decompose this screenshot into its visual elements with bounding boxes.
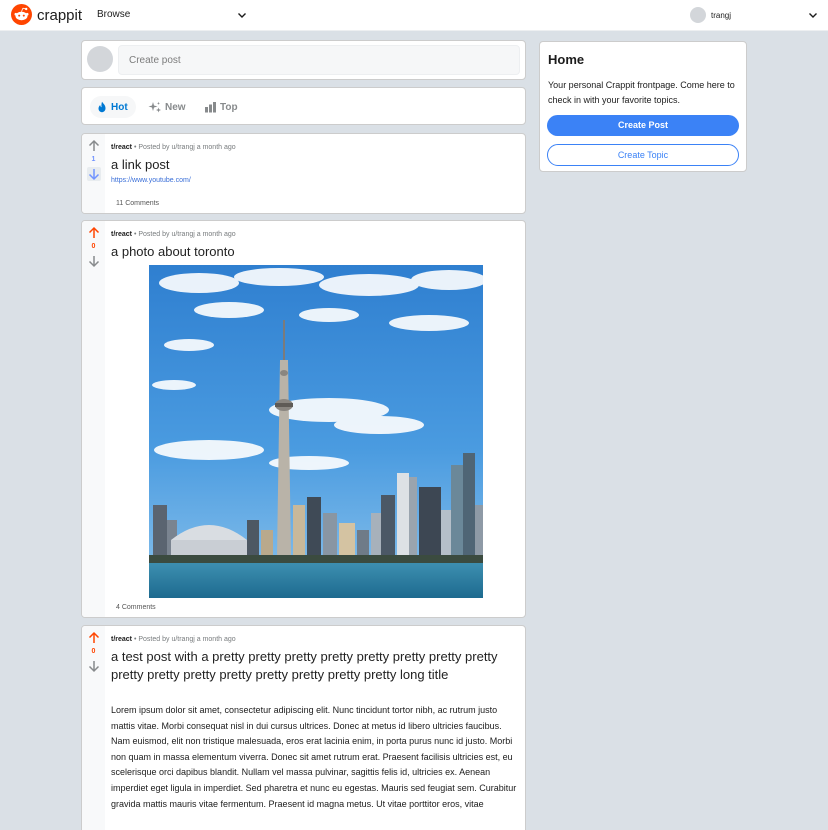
sparkle-icon: [148, 101, 162, 114]
username[interactable]: trangj: [711, 11, 732, 20]
sort-top-label: Top: [220, 101, 238, 113]
post-card[interactable]: [81, 133, 526, 214]
sort-hot-label: Hot: [111, 101, 128, 113]
create-post-button[interactable]: Create Post: [547, 115, 739, 136]
chevron-down-icon[interactable]: [807, 9, 819, 21]
create-post-card: [81, 40, 526, 80]
post-meta: [111, 144, 236, 151]
post-card[interactable]: [81, 625, 526, 830]
toronto-skyline-image: [149, 265, 483, 598]
vote-count: 0: [91, 243, 96, 250]
downvote-arrow-icon[interactable]: [87, 254, 101, 268]
topic-link[interactable]: t/react: [111, 636, 133, 643]
post-title[interactable]: a photo about toronto: [111, 244, 235, 259]
post-byline: • Posted by u/trangj a month ago: [133, 144, 236, 151]
post-meta: [111, 636, 236, 643]
vote-column: [82, 221, 105, 617]
sidebar-title: Home: [548, 52, 585, 67]
home-sidebar-card: [539, 41, 747, 172]
sort-bar: [81, 87, 526, 125]
sort-new-button[interactable]: [142, 96, 192, 118]
downvote-arrow-icon[interactable]: [87, 167, 101, 181]
downvote-arrow-icon[interactable]: [87, 659, 101, 673]
topic-link[interactable]: t/react: [111, 231, 133, 238]
post-image[interactable]: [149, 265, 483, 598]
bar-chart-icon: [204, 101, 217, 113]
upvote-arrow-icon[interactable]: [87, 139, 101, 153]
vote-column: [82, 626, 105, 830]
post-title[interactable]: a link post: [111, 157, 170, 172]
post-body-text: Lorem ipsum dolor sit amet, consectetur adipiscing elit. Nunc tincidunt tortor nibh, ac rutrum justo mattis vitae. Morbi consequat nisl in dui cursus ultrices. Donec at metus id libero ultricies faucibus. Nam euismod, elit non tristique malesuada, eros erat lacinia enim, in porta purus nunc id justo. Morbi non quam in massa elementum viverra. Donec sit amet rutrum erat. Praesent facilisis ultricies est, eu scelerisque orci dapibus blandit. Nullam vel massa pulvinar, sagittis felis id, ultricies ex. Aenean imperdiet eget ligula in imperdiet. Sed pharetra et nunc eu egestas. Mauris sed feugiat sem. Curabitur gravida mattis mauris vitae fermentum. Praesent id magna metus. Ut vitae porttitor eros, vitae: [111, 705, 517, 809]
create-post-input[interactable]: Create post: [118, 45, 520, 75]
post-title[interactable]: a test post with a pretty pretty pretty pretty pretty pretty pretty pretty pretty pretty pretty pretty pretty pretty pretty pretty long title: [111, 649, 498, 682]
topic-link[interactable]: t/react: [111, 144, 133, 151]
comments-link[interactable]: 11 Comments: [116, 200, 160, 207]
vote-count: 0: [91, 648, 96, 655]
post-link-url[interactable]: https://www.youtube.com/: [111, 177, 191, 184]
brand-name[interactable]: crappit: [37, 7, 83, 24]
post-byline: • Posted by u/trangj a month ago: [133, 231, 236, 238]
chevron-down-icon[interactable]: [236, 9, 248, 21]
vote-count: 1: [91, 156, 96, 163]
avatar[interactable]: [87, 46, 113, 72]
sort-hot-button[interactable]: [90, 96, 136, 118]
post-meta: [111, 231, 236, 238]
sidebar-description: Your personal Crappit frontpage. Come here to check in with your favorite topics.: [548, 80, 735, 105]
create-topic-button[interactable]: Create Topic: [547, 144, 739, 166]
post-byline: • Posted by u/trangj a month ago: [133, 636, 236, 643]
crappit-logo-icon[interactable]: [11, 4, 32, 25]
vote-column: [82, 134, 105, 213]
upvote-arrow-icon[interactable]: [87, 631, 101, 645]
user-avatar[interactable]: [690, 7, 706, 23]
sort-new-label: New: [165, 101, 186, 113]
post-card[interactable]: [81, 220, 526, 618]
top-navigation-bar: [0, 0, 828, 31]
flame-icon: [96, 101, 108, 113]
comments-link[interactable]: 4 Comments: [116, 604, 156, 611]
upvote-arrow-icon[interactable]: [87, 226, 101, 240]
sort-top-button[interactable]: [198, 96, 244, 118]
browse-dropdown-label[interactable]: Browse: [97, 9, 131, 20]
